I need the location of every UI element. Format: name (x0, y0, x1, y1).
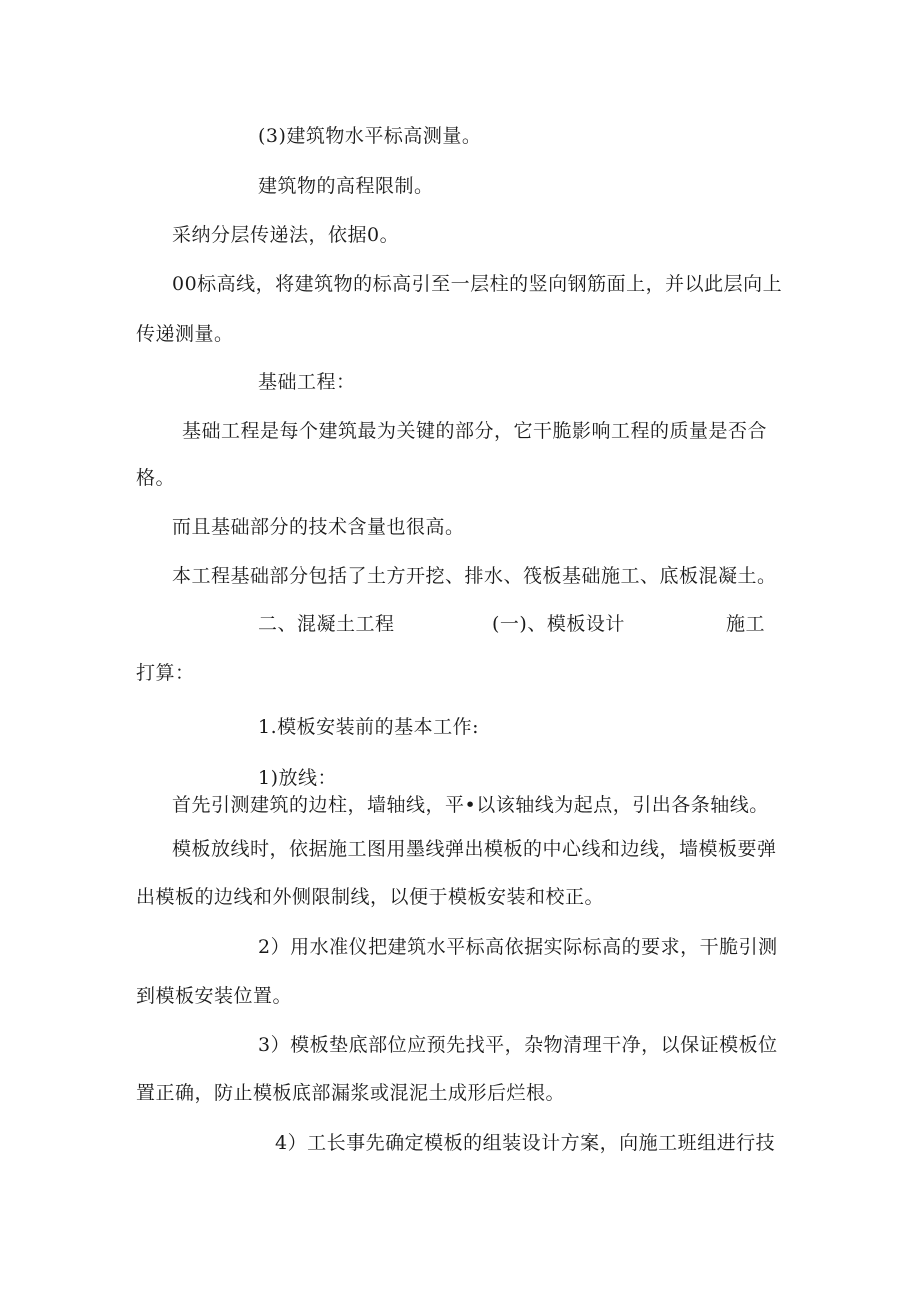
text-line: 模板放线时，依据施工图用墨线弹出模板的中心线和边线，墙模板要弹 (172, 838, 777, 860)
text-line: 首先引测建筑的边柱，墙轴线，平•以该轴线为起点，引出各条轴线。 (172, 794, 769, 816)
text-line: 2）用水准仪把建筑水平标高依据实际标高的要求，干脆引测 (258, 936, 778, 958)
text-line: 建筑物的高程限制。 (258, 175, 434, 197)
text-line: 到模板安装位置。 (136, 985, 293, 1007)
text-line: 采纳分层传递法，依据0。 (172, 224, 400, 246)
text-line: 本工程基础部分包括了土方开挖、排水、筏板基础施工、底板混凝土。 (172, 565, 777, 587)
section-heading: 二、混凝土工程 (258, 613, 395, 635)
numbered-heading: 1)放线： (258, 767, 338, 789)
section-heading: 基础工程： (258, 371, 356, 393)
text-line: 置正确，防止模板底部漏浆或混泥土成形后烂根。 (136, 1082, 566, 1104)
text-line: 出模板的边线和外侧限制线，以便于模板安装和校正。 (136, 886, 605, 908)
text-line: 基础工程是每个建筑最为关键的部分，它干脆影响工程的质量是否合 (182, 420, 768, 442)
subsection-heading: (一)、模板设计 (492, 613, 625, 635)
text-line: 而且基础部分的技术含量也很高。 (172, 516, 465, 538)
text-line: (3)建筑物水平标高测量。 (258, 125, 482, 147)
text-line: 格。 (136, 467, 176, 489)
text-line: 施工 (726, 613, 766, 635)
text-line: 4）工长事先确定模板的组装设计方案，向施工班组进行技 (275, 1132, 776, 1154)
numbered-heading: 1.模板安装前的基本工作: (258, 716, 480, 738)
text-line: 传递测量。 (136, 323, 234, 345)
text-line: 打算： (136, 662, 195, 684)
text-line: 00标高线，将建筑物的标高引至一层柱的竖向钢筋面上，并以此层向上 (172, 273, 783, 295)
text-line: 3）模板垫底部位应预先找平，杂物清理干净，以保证模板位 (258, 1034, 778, 1056)
